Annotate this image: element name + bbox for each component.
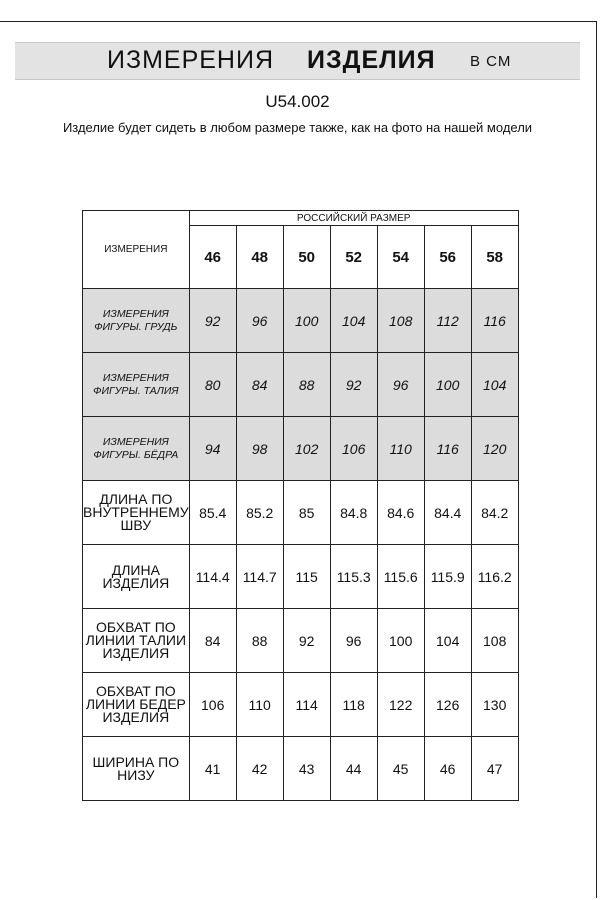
- table-cell: 108: [471, 609, 518, 673]
- table-cell: 43: [283, 737, 330, 801]
- table-cell: 85.4: [189, 481, 236, 545]
- table-cell: 84.6: [377, 481, 424, 545]
- size-header-50: 50: [283, 226, 330, 289]
- size-header-52: 52: [330, 226, 377, 289]
- table-cell: 92: [283, 609, 330, 673]
- table-cell: 92: [189, 289, 236, 353]
- table-cell: 80: [189, 353, 236, 417]
- table-cell: 120: [471, 417, 518, 481]
- table-cell: 96: [330, 609, 377, 673]
- table-cell: 104: [424, 609, 471, 673]
- table-cell: 102: [283, 417, 330, 481]
- table-cell: 115.9: [424, 545, 471, 609]
- table-cell: 96: [377, 353, 424, 417]
- row-label: ОБХВАТ ПО ЛИНИИ ТАЛИИ ИЗДЕЛИЯ: [83, 609, 190, 673]
- row-label: ДЛИНА ПО ВНУТРЕННЕМУ ШВУ: [83, 481, 190, 545]
- table-cell: 110: [377, 417, 424, 481]
- table-cell: 122: [377, 673, 424, 737]
- table-row: [83, 673, 519, 737]
- article-code: U54.002: [265, 92, 330, 111]
- table-cell: 126: [424, 673, 471, 737]
- table-row: [83, 481, 519, 545]
- table-cell: 115: [283, 545, 330, 609]
- table-cell: 46: [424, 737, 471, 801]
- row-label: ИЗМЕРЕНИЯ ФИГУРЫ. ГРУДЬ: [83, 289, 190, 353]
- title-bar: [15, 42, 580, 80]
- table-cell: 85.2: [236, 481, 283, 545]
- table-cell: 114.4: [189, 545, 236, 609]
- table-cell: 106: [330, 417, 377, 481]
- table-cell: 104: [330, 289, 377, 353]
- table-cell: 100: [377, 609, 424, 673]
- table-cell: 94: [189, 417, 236, 481]
- table-cell: 130: [471, 673, 518, 737]
- table-row: [83, 289, 519, 353]
- table-row: [83, 545, 519, 609]
- corner-label: ИЗМЕРЕНИЯ: [83, 211, 190, 289]
- table-cell: 106: [189, 673, 236, 737]
- title-measurements: ИЗМЕРЕНИЯ: [107, 46, 274, 74]
- table-cell: 85: [283, 481, 330, 545]
- size-header-58: 58: [471, 226, 518, 289]
- table-row: [83, 609, 519, 673]
- group-header: РОССИЙСКИЙ РАЗМЕР: [189, 211, 518, 226]
- title-product: ИЗДЕЛИЯ: [307, 46, 436, 74]
- table-row: [83, 737, 519, 801]
- table-cell: 92: [330, 353, 377, 417]
- table-cell: 112: [424, 289, 471, 353]
- table-cell: 114.7: [236, 545, 283, 609]
- table-cell: 114: [283, 673, 330, 737]
- table-cell: 84.2: [471, 481, 518, 545]
- table-cell: 116: [471, 289, 518, 353]
- size-header-48: 48: [236, 226, 283, 289]
- table-cell: 100: [283, 289, 330, 353]
- table-cell: 110: [236, 673, 283, 737]
- row-label: ИЗМЕРЕНИЯ ФИГУРЫ. БЁДРА: [83, 417, 190, 481]
- table-cell: 108: [377, 289, 424, 353]
- size-header-46: 46: [189, 226, 236, 289]
- table-cell: 100: [424, 353, 471, 417]
- table-cell: 42: [236, 737, 283, 801]
- table-cell: 47: [471, 737, 518, 801]
- table-cell: 96: [236, 289, 283, 353]
- size-header-54: 54: [377, 226, 424, 289]
- row-label: ДЛИНА ИЗДЕЛИЯ: [83, 545, 190, 609]
- table-cell: 84: [189, 609, 236, 673]
- table-cell: 45: [377, 737, 424, 801]
- table-cell: 88: [236, 609, 283, 673]
- table-row: [83, 417, 519, 481]
- table-cell: 98: [236, 417, 283, 481]
- table-cell: 84.4: [424, 481, 471, 545]
- table-row: [83, 353, 519, 417]
- table-cell: 88: [283, 353, 330, 417]
- table-cell: 41: [189, 737, 236, 801]
- fit-note: Изделие будет сидеть в любом размере также, как на фото на нашей модели: [62, 120, 533, 135]
- size-table: [82, 210, 519, 801]
- title-units: В СМ: [470, 53, 512, 70]
- row-label: ШИРИНА ПО НИЗУ: [83, 737, 190, 801]
- table-cell: 116.2: [471, 545, 518, 609]
- row-label: ИЗМЕРЕНИЯ ФИГУРЫ. ТАЛИЯ: [83, 353, 190, 417]
- table-cell: 118: [330, 673, 377, 737]
- row-label: ОБХВАТ ПО ЛИНИИ БЕДЕР ИЗДЕЛИЯ: [83, 673, 190, 737]
- table-cell: 116: [424, 417, 471, 481]
- table-cell: 44: [330, 737, 377, 801]
- table-cell: 84.8: [330, 481, 377, 545]
- table-cell: 115.3: [330, 545, 377, 609]
- table-cell: 84: [236, 353, 283, 417]
- table-cell: 115.6: [377, 545, 424, 609]
- table-cell: 104: [471, 353, 518, 417]
- size-header-56: 56: [424, 226, 471, 289]
